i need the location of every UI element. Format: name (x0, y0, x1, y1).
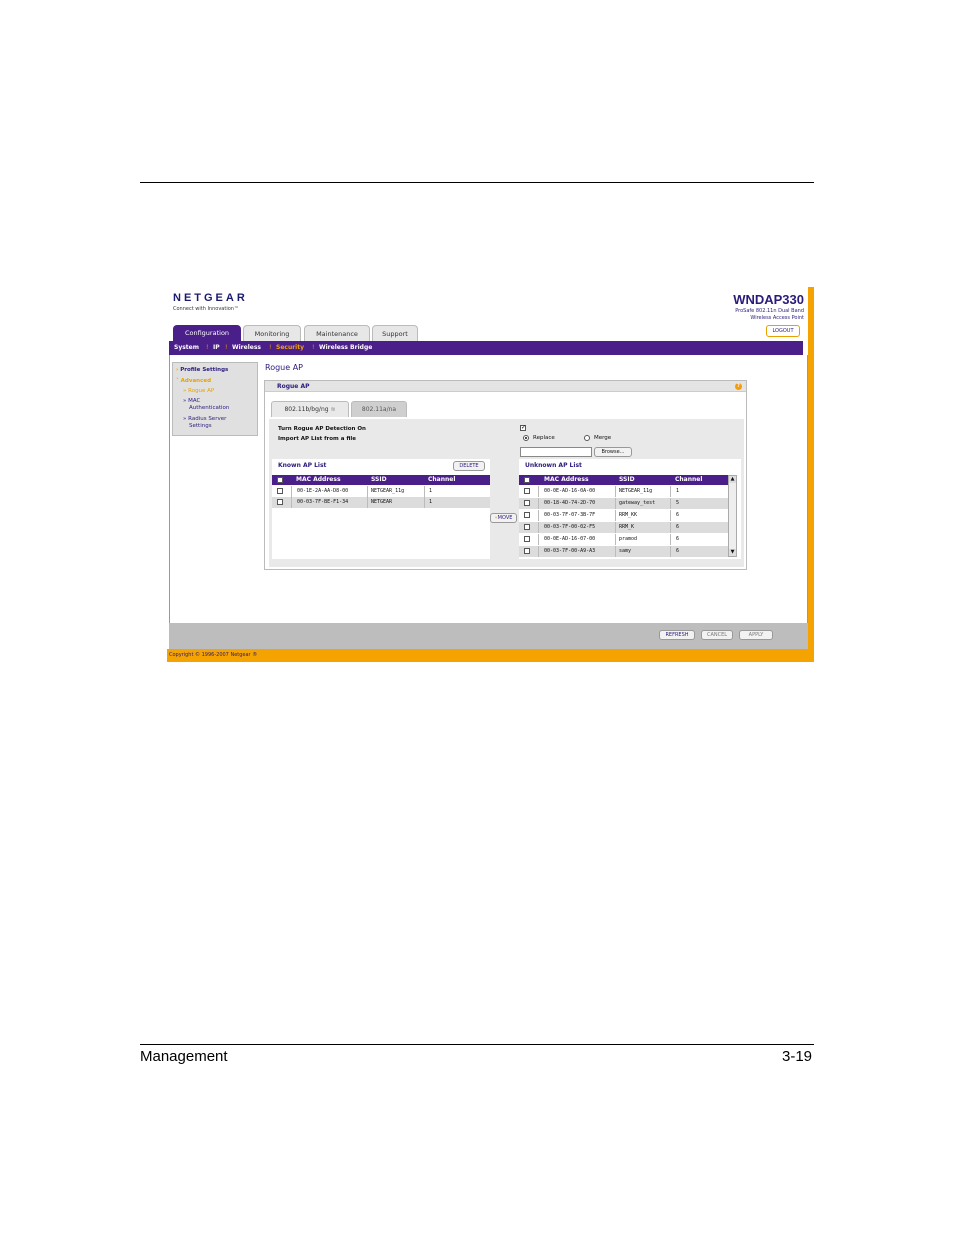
column-divider (615, 522, 616, 533)
subnav-security[interactable]: Security (276, 344, 305, 351)
subnav-wireless-bridge[interactable]: Wireless Bridge (319, 344, 373, 351)
known-col-mac: MAC Address (296, 476, 341, 483)
sidebar-item-label: Radius Server (188, 416, 227, 422)
row-checkbox[interactable] (524, 500, 530, 506)
unknown-col-mac: MAC Address (544, 476, 589, 483)
row-channel: 5 (676, 500, 680, 506)
column-divider (538, 534, 539, 545)
row-mac: 00-0E-AD-16-07-00 (544, 536, 596, 542)
subnav-separator: ! (312, 344, 315, 351)
column-divider (615, 486, 616, 497)
row-checkbox[interactable] (277, 488, 283, 494)
column-divider (615, 498, 616, 509)
panel-title: Rogue AP (277, 383, 310, 390)
wifi-icon: ≋ (330, 406, 336, 413)
row-checkbox[interactable] (524, 512, 530, 518)
sidebar-item-rogue-ap[interactable] (183, 388, 214, 395)
column-divider (367, 497, 368, 508)
row-ssid: NETGEAR (371, 499, 393, 505)
move-button[interactable] (490, 513, 517, 523)
sidebar-item-mac-authentication[interactable] (183, 398, 229, 412)
apply-button[interactable]: APPLY (739, 630, 773, 640)
sidebar-item-label: Advanced (180, 378, 212, 384)
sidebar-arrow-icon: » (183, 416, 187, 422)
subnav-separator: ! (225, 344, 228, 351)
column-divider (538, 486, 539, 497)
row-ssid: pramod (619, 536, 638, 542)
column-divider (670, 498, 671, 509)
column-divider (538, 510, 539, 521)
tab-support[interactable]: Support (372, 325, 418, 341)
subnav-separator: ! (206, 344, 209, 351)
row-mac: 00-0E-AD-16-0A-00 (544, 488, 596, 494)
row-mac: 00-18-4D-74-2D-70 (544, 500, 596, 506)
panel-body (269, 419, 744, 567)
row-mac: 00-03-7F-BE-F1-34 (297, 499, 349, 505)
row-mac: 00-03-7F-07-3B-7F (544, 512, 596, 518)
subnav-system[interactable]: System (174, 344, 199, 351)
unknown-col-channel: Channel (675, 476, 703, 483)
scroll-up-icon[interactable]: ▲ (730, 476, 735, 482)
column-divider (291, 497, 292, 508)
sidebar-item-profile-settings[interactable] (176, 367, 228, 374)
sidebar-collapse-icon: ˅ (176, 378, 179, 384)
refresh-button[interactable]: REFRESH (659, 630, 695, 640)
sidebar-item-advanced[interactable] (176, 378, 211, 385)
row-channel: 1 (429, 488, 433, 494)
import-label: Import AP List from a file (278, 436, 357, 442)
column-divider (670, 510, 671, 521)
row-ssid: RRM_K (619, 524, 635, 530)
copyright-bar (167, 649, 814, 662)
unknown-select-all-checkbox[interactable] (524, 477, 530, 483)
footer-section-name: Management (140, 1048, 228, 1065)
merge-label: Merge (594, 435, 612, 441)
sidebar-bullet-icon: › (176, 367, 179, 373)
unknown-ap-table-header (519, 475, 728, 485)
footer-page-number: 3-19 (782, 1048, 813, 1065)
unknown-ap-list-title: Unknown AP List (525, 462, 582, 469)
tab-802-11ana[interactable]: 802.11a/na (351, 401, 407, 417)
known-ap-table-header (272, 475, 490, 485)
sidebar-item-label-cont: Authentication (189, 405, 230, 411)
page-title: Rogue AP (265, 363, 304, 372)
column-divider (615, 510, 616, 521)
row-checkbox[interactable] (524, 488, 530, 494)
table-row (519, 510, 728, 521)
detection-checkbox[interactable]: ✓ (521, 424, 527, 431)
row-ssid: RRM_KK (619, 512, 638, 518)
row-mac: 00-03-7F-00-A9-A3 (544, 548, 596, 554)
rogue-ap-panel (264, 380, 747, 570)
move-arrow-icon: « (494, 515, 498, 521)
table-row (272, 486, 490, 497)
replace-label: Replace (533, 435, 555, 441)
table-row (272, 497, 490, 508)
row-ssid: samy (619, 548, 632, 554)
row-channel: 6 (676, 512, 680, 518)
column-divider (424, 497, 425, 508)
tab-monitoring[interactable]: Monitoring (243, 325, 301, 341)
table-row (519, 498, 728, 509)
known-col-channel: Channel (428, 476, 456, 483)
row-checkbox[interactable] (524, 548, 530, 554)
detection-label: Turn Rogue AP Detection On (278, 426, 366, 432)
sidebar-item-label: MAC (188, 398, 201, 404)
move-label: MOVE (497, 515, 513, 521)
known-select-all-checkbox[interactable] (277, 477, 283, 483)
sidebar-arrow-icon: » (183, 388, 187, 394)
logo-tagline: Connect with Innovation™ (173, 306, 239, 312)
row-mac: 00-1E-2A-AA-D8-00 (297, 488, 349, 494)
column-divider (670, 486, 671, 497)
table-row (519, 486, 728, 497)
replace-radio[interactable] (523, 435, 529, 441)
netgear-logo: NETGEAR (173, 292, 248, 304)
table-row (519, 546, 728, 557)
header-rule (140, 182, 814, 183)
orange-side-band (808, 287, 814, 662)
netgear-admin-screenshot (167, 287, 814, 662)
delete-button[interactable]: DELETE (453, 461, 485, 471)
row-mac: 00-03-7F-00-02-F5 (544, 524, 596, 530)
column-divider (367, 486, 368, 497)
row-ssid: gateway_test (619, 500, 656, 506)
row-ssid: NETGEAR_11g (619, 488, 653, 494)
column-divider (670, 522, 671, 533)
sidebar-item-label: Profile Settings (180, 367, 229, 373)
panel-header (265, 381, 746, 392)
unknown-list-scrollbar[interactable] (728, 475, 737, 557)
row-channel: 6 (676, 536, 680, 542)
row-channel: 1 (429, 499, 433, 505)
known-col-ssid: SSID (371, 476, 387, 483)
subnav-ip[interactable]: IP (213, 344, 220, 351)
unknown-col-ssid: SSID (619, 476, 635, 483)
model-description-line-2: Wireless Access Point (750, 315, 804, 321)
tab-802-11bgng[interactable] (271, 401, 349, 417)
sidebar-item-radius-server[interactable] (183, 416, 226, 430)
column-divider (615, 534, 616, 545)
row-channel: 6 (676, 524, 680, 530)
tab-label: 802.11b/bg/ng (284, 406, 329, 413)
row-channel: 6 (676, 548, 680, 554)
column-divider (615, 546, 616, 557)
browse-button[interactable]: Browse... (594, 447, 632, 457)
model-name: WNDAP330 (733, 292, 804, 307)
row-checkbox[interactable] (524, 536, 530, 542)
row-channel: 1 (676, 488, 680, 494)
subnav-wireless[interactable]: Wireless (232, 344, 261, 351)
copyright-text: Copyright © 1996-2007 Netgear ® (169, 652, 258, 658)
row-checkbox[interactable] (277, 499, 283, 505)
model-description (684, 308, 804, 322)
column-divider (291, 486, 292, 497)
merge-radio[interactable] (584, 435, 590, 441)
model-description-line-1: ProSafe 802.11n Dual Band (735, 308, 804, 314)
row-checkbox[interactable] (524, 524, 530, 530)
subnav-separator: ! (269, 344, 272, 351)
import-file-input[interactable] (520, 447, 592, 457)
action-bar (169, 623, 808, 649)
column-divider (424, 486, 425, 497)
table-row (519, 534, 728, 545)
row-ssid: NETGEAR_11g (371, 488, 405, 494)
logout-button[interactable]: LOGOUT (766, 325, 800, 337)
scroll-down-icon[interactable]: ▼ (730, 549, 735, 555)
table-row (519, 522, 728, 533)
sidebar-item-label-cont: Settings (189, 423, 212, 429)
cancel-button[interactable]: CANCEL (701, 630, 733, 640)
help-icon[interactable]: ? (735, 383, 742, 390)
tab-configuration[interactable]: Configuration (173, 325, 241, 341)
known-ap-list-title: Known AP List (278, 462, 327, 469)
column-divider (670, 534, 671, 545)
sidebar (172, 362, 258, 436)
sidebar-item-label: Rogue AP (188, 388, 215, 394)
known-ap-list-area (272, 459, 490, 559)
sub-navigation (169, 341, 803, 355)
tab-maintenance[interactable]: Maintenance (304, 325, 370, 341)
column-divider (538, 546, 539, 557)
footer-rule (140, 1044, 814, 1045)
column-divider (670, 546, 671, 557)
column-divider (538, 498, 539, 509)
sidebar-arrow-icon: » (183, 398, 187, 404)
unknown-ap-list-area (519, 459, 741, 559)
column-divider (538, 522, 539, 533)
